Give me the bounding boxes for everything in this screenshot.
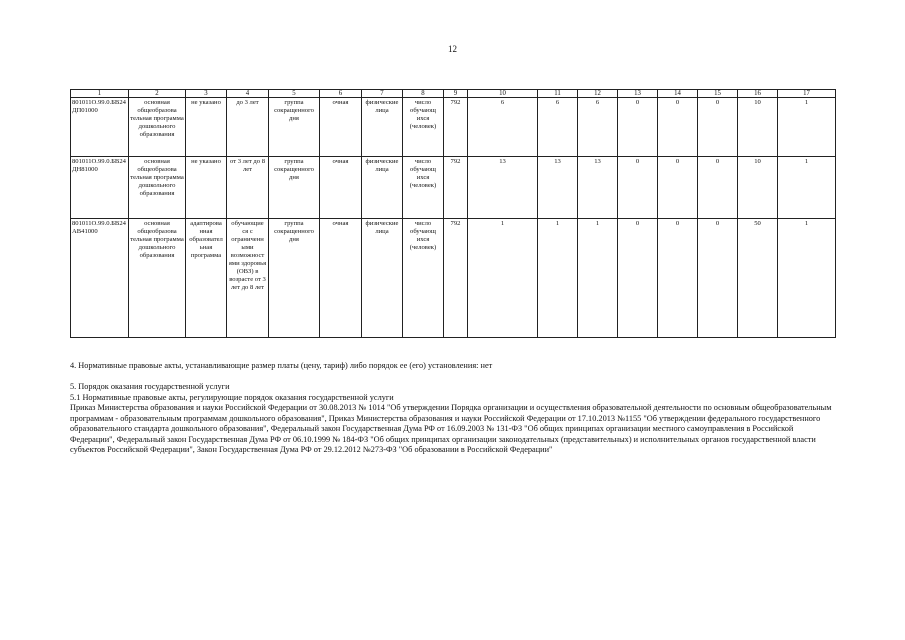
table-header-row <box>71 90 836 98</box>
table-cell: 1 <box>538 219 578 338</box>
table-cell: 1 <box>778 98 836 157</box>
table-cell: число обучающ ихся (человек) <box>403 157 444 219</box>
service-volume-table <box>70 89 836 338</box>
header-cell: 7 <box>362 90 403 98</box>
table-cell: 13 <box>468 157 538 219</box>
table-cell: 0 <box>698 98 738 157</box>
table-cell: 6 <box>538 98 578 157</box>
table-cell: 6 <box>468 98 538 157</box>
table-cell: основная общеобразова тельная программа дошкольного образования <box>129 219 186 338</box>
table-cell: основная общеобразова тельная программа дошкольного образования <box>129 98 186 157</box>
table-cell: 0 <box>618 219 658 338</box>
table-cell: 13 <box>538 157 578 219</box>
table-cell: 0 <box>658 219 698 338</box>
table-cell: 801011О.99.0.БВ24ДП01000 <box>71 98 129 157</box>
table-row <box>71 219 836 338</box>
table-cell: адаптирова нная образовател ьная программа <box>186 219 227 338</box>
table-cell: физические лица <box>362 157 403 219</box>
header-cell: 6 <box>320 90 362 98</box>
table-cell: 0 <box>698 157 738 219</box>
table-cell: физические лица <box>362 98 403 157</box>
table-cell: 0 <box>658 98 698 157</box>
table-cell: группа сокращенного дня <box>269 98 320 157</box>
table-cell: 0 <box>618 98 658 157</box>
header-cell: 3 <box>186 90 227 98</box>
header-cell: 12 <box>578 90 618 98</box>
table-cell: группа сокращенного дня <box>269 157 320 219</box>
table-cell: очная <box>320 98 362 157</box>
table-cell: 1 <box>778 157 836 219</box>
table-cell: 792 <box>444 98 468 157</box>
header-cell: 4 <box>227 90 269 98</box>
header-cell: 9 <box>444 90 468 98</box>
header-cell: 15 <box>698 90 738 98</box>
table-cell: очная <box>320 157 362 219</box>
table-cell: число обучающ ихся (человек) <box>403 219 444 338</box>
table-cell: группа сокращенного дня <box>269 219 320 338</box>
table-cell: 801011О.99.0.БВ24АВ41000 <box>71 219 129 338</box>
section-4-text: 4. Нормативные правовые акты, устанавливающие размер платы (цену, тариф) либо порядок ее (его) установления: нет <box>70 361 493 370</box>
table-cell: число обучающ ихся (человек) <box>403 98 444 157</box>
table-cell: 6 <box>578 98 618 157</box>
table-cell: очная <box>320 219 362 338</box>
header-cell: 13 <box>618 90 658 98</box>
header-cell: 5 <box>269 90 320 98</box>
header-cell: 8 <box>403 90 444 98</box>
table-row <box>71 98 836 157</box>
header-cell: 11 <box>538 90 578 98</box>
header-cell: 17 <box>778 90 836 98</box>
table-cell: не указано <box>186 157 227 219</box>
table-cell: 1 <box>778 219 836 338</box>
table-row <box>71 157 836 219</box>
table-cell: 13 <box>578 157 618 219</box>
table-cell: от 3 лет до 8 лет <box>227 157 269 219</box>
table-cell: 50 <box>738 219 778 338</box>
table-cell: до 3 лет <box>227 98 269 157</box>
table-cell: обучающие ся с ограниченн ыми возможност ями здоровья (ОВЗ) в возрасте от 3 лет до 8 лет <box>227 219 269 338</box>
header-cell: 14 <box>658 90 698 98</box>
section-5-1-title: 5.1 Нормативные правовые акты, регулирующие порядок оказания государственной услуги <box>70 393 394 402</box>
table-cell: 1 <box>578 219 618 338</box>
page-number: 12 <box>448 44 457 54</box>
section-5-title: 5. Порядок оказания государственной услуги <box>70 382 230 391</box>
table-cell: основная общеобразова тельная программа дошкольного образования <box>129 157 186 219</box>
table-cell: 0 <box>658 157 698 219</box>
header-cell: 2 <box>129 90 186 98</box>
table-cell: 0 <box>618 157 658 219</box>
table-cell: 1 <box>468 219 538 338</box>
table-cell: 801011О.99.0.БВ24ДН81000 <box>71 157 129 219</box>
table-cell: 792 <box>444 219 468 338</box>
header-cell: 10 <box>468 90 538 98</box>
table-cell: 10 <box>738 98 778 157</box>
table-cell: 0 <box>698 219 738 338</box>
section-5-1-body: Приказ Министерства образования и науки Российской Федерации от 30.08.2013 № 1014 "Об утверждении Порядка организации и осуществления образовательной деятельности по основным общеобразовательным программам - образовательным программам дошкольного образования", Приказ Министерства образования и науки Российской Федерации от 17.10.2013 №1155 "Об утверждении федерального государственного образовательного стандарта дошкольного образования", Федеральный закон Государственная Дума РФ от 16.09.2003 № 131-ФЗ "Об общих принципах организации местного самоуправления в Российской Федерации", Федеральный закон Государственная Дума РФ от 06.10.1999 № 184-ФЗ "Об общих принципах организации законодательных (представительных) и исполнительных органов государственной власти субъектов Российской Федерации", Закон Государственная Дума РФ от 29.12.2012 №273-ФЗ "Об образовании в Российской Федерации" <box>70 403 832 455</box>
header-cell: 1 <box>71 90 129 98</box>
table-cell: 792 <box>444 157 468 219</box>
table-cell: 10 <box>738 157 778 219</box>
table-cell: не указано <box>186 98 227 157</box>
table-cell: физические лица <box>362 219 403 338</box>
header-cell: 16 <box>738 90 778 98</box>
